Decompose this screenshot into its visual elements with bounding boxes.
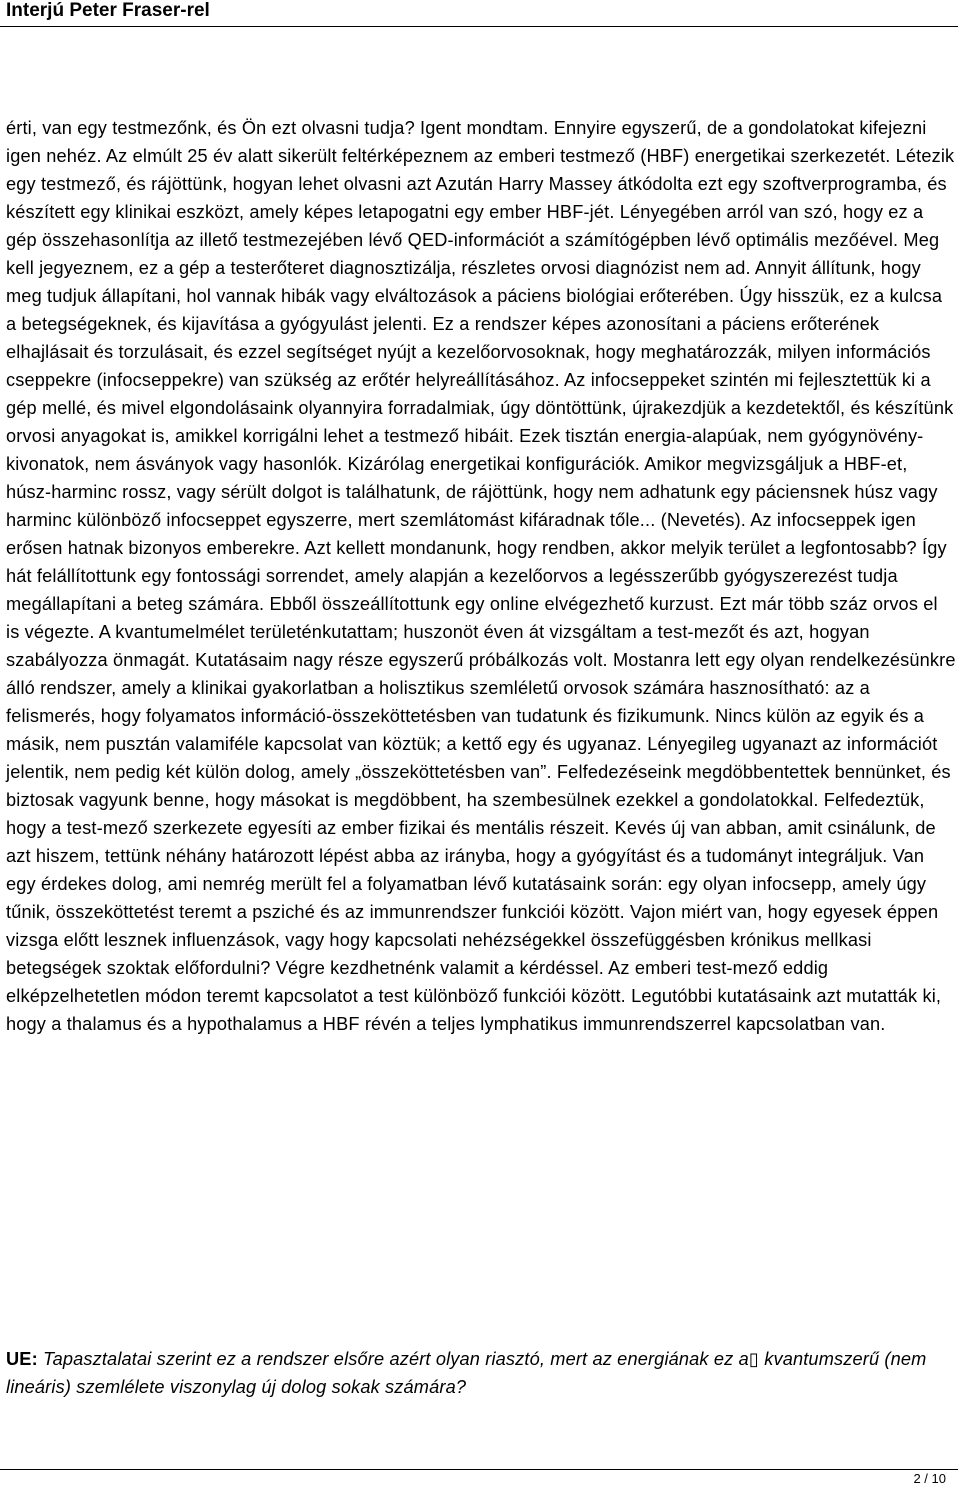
speaker-label: UE: [6,1349,38,1369]
document-title: Interjú Peter Fraser-rel [6,0,210,21]
page-header [0,0,960,26]
body-paragraph: érti, van egy testmezőnk, és Ön ezt olvasni tudja? Igent mondtam. Ennyire egyszerű, de a gondolatokat kifejezni igen nehéz. Az elmúlt 25 év alatt sikerült feltérképeznem az emberi testmező (HBF) energetikai szerkezetét. Létezik egy testmező, és rájöttünk, hogyan lehet olvasni azt Azután Harry Massey átkódolta ezt egy szoftverprogramba, és készített egy klinikai eszközt, amely képes letapogatni egy ember HBF-jét. Lényegében arról van szó, hogy ez a gép összehasonlítja az illető testmezejében lévő QED-információt a számítógépben lévő optimális mezőével. Meg kell jegyeznem, ez a gép a testerőteret diagnosztizálja, részletes orvosi diagnózist nem ad. Annyit állítunk, hogy meg tudjuk állapítani, hol vannak hibák vagy elváltozások a páciens biológiai erőterében. Úgy hisszük, ez a kulcsa a betegségeknek, és kijavítása a gyógyulást jelenti. Ez a rendszer képes azonosítani a páciens erőterének elhajlásait és torzulásait, és ezzel segítséget nyújt a kezelőorvosoknak, hogy meghatározzák, milyen információs cseppekre (infocseppekre) van szükség az erőtér helyreállításához. Az infocseppeket szintén mi fejlesztettük ki a gép mellé, és mivel elgondolásaink olyannyira forradalmiak, úgy döntöttünk, újrakezdjük a kezdetektől, és készítünk orvosi anyagokat is, amikkel korrigálni lehet a testmező hibáit. Ezek tisztán energia-alapúak, nem gyógynövény-kivonatok, nem ásványok vagy hasonlók. Kizárólag energetikai konfigurációk. Amikor megvizsgáljuk a HBF-et, húsz-harminc rossz, vagy sérült dolgot is találhatunk, de rájöttünk, hogy nem adhatunk egy páciensnek húsz vagy harminc különböző infocseppet egyszerre, mert szemlátomást kifáradnak tőle... (Nevetés). Az infocseppek igen erősen hatnak bizonyos emberekre. Azt kellett mondanunk, hogy rendben, akkor melyik terület a legfontosabb? Így hát felállítottunk egy fontossági sorrendet, amely alapján a kezelőorvos a legésszerűbb gyógyszerezést tudja megállapítani a beteg számára. Ebből összeállítottunk egy online elvégezhető kurzust. Ezt már több száz orvos el is végezte. A kvantumelmélet területénkutattam; huszonöt éven át vizsgáltam a test-mezőt és azt, hogyan szabályozza önmagát. Kutatásaim nagy része egyszerű próbálkozás volt. Mostanra lett egy olyan rendelkezésünkre álló rendszer, amely a klinikai gyakorlatban a holisztikus szemléletű orvosok számára hasznosítható: az a felismerés, hogy folyamatos információ-összeköttetésben van tudatunk és fizikumunk. Nincs külön az egyik és a másik, nem pusztán valamiféle kapcsolat van köztük; a kettő egy és ugyanaz. Lényegileg ugyanazt az információt jelentik, nem pedig két külön dolog, amely „összeköttetésben van”. Felfedezéseink megdöbbentettek bennünket, és biztosak vagyunk benne, hogy másokat is megdöbbent, ha szembesülnek ezekkel a gondolatokkal. Felfedeztük, hogy a test-mező szerkezete egyesíti az ember fizikai és mentális részeit. Kevés új van abban, amit csinálunk, de azt hiszem, tettünk néhány határozott lépést abba az irányba, hogy a gyógyítást és a tudományt integráljuk. Van egy érdekes dolog, ami nemrég merült fel a folyamatban lévő kutatásaink során: egy olyan infocsepp, amely úgy tűnik, összeköttetést teremt a psziché és az immunrendszer funkciói között. Vajon miért van, hogy egyesek éppen vizsga előtt lesznek influenzások, vagy hogy kapcsolati nehézségekkel összefüggésben krónikus mellkasi betegségek szoktak előfordulni? Végre kezdhetnénk valamit a kérdéssel. Az emberi test-mező eddig elképzelhetetlen módon teremt kapcsolatot a test különböző funkciói között. Legutóbbi kutatásaink azt mutatták ki, hogy a thalamus és a hypothalamus a HBF révén a teljes lymphatikus immunrendszerrel kapcsolatban van. [6,118,956,1034]
question-text: Tapasztalatai szerint ez a rendszer elsőre azért olyan riasztó, mert az energiának ez a▯ kvantumszerű (nem lineáris) szemlélete viszonylag új dolog sokak számára? [6,1349,927,1397]
footer-divider [0,1469,958,1470]
page-number: 2 / 10 [913,1471,946,1486]
header-divider [0,26,958,27]
interview-question [6,1345,946,1401]
